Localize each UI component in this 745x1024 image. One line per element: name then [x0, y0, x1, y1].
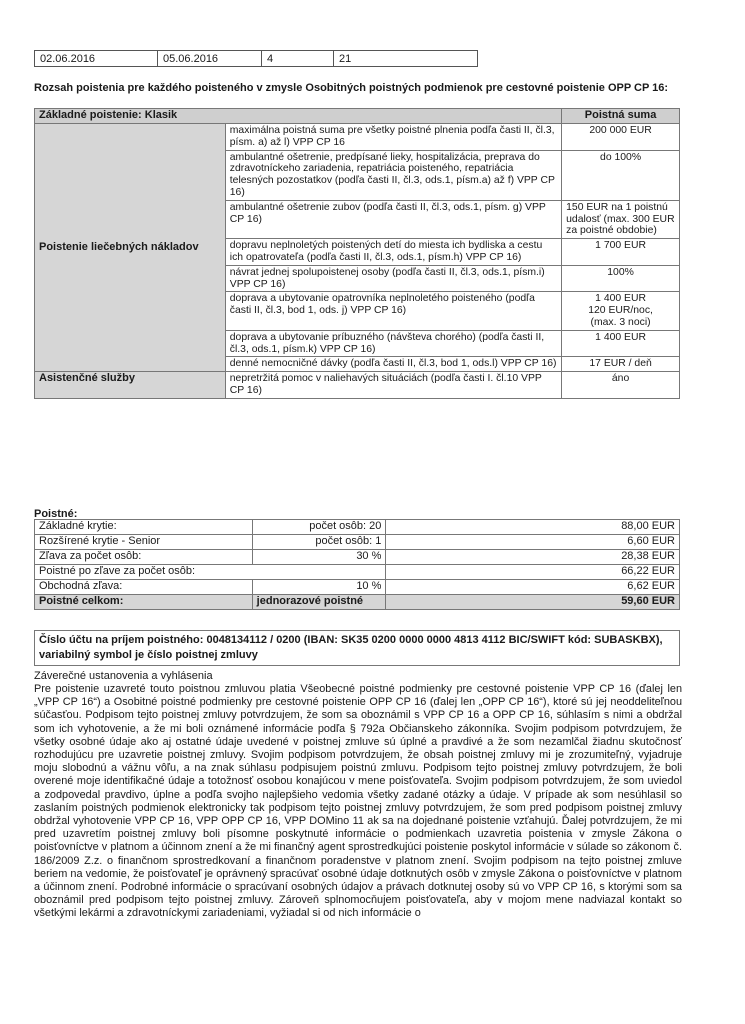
coverage-header-row	[35, 109, 680, 124]
coverage-value: 1 400 EUR 120 EUR/noc, (max. 3 noci)	[562, 292, 680, 330]
coverage-value: áno	[562, 372, 680, 399]
table-row	[35, 124, 680, 151]
final-provisions-text: Pre poistenie uzavreté touto poistnou zmluvou platia Všeobecné poistné podmienky pre cestovné poistenie VPP CP 16 (ďalej len „VPP CP 16“) a Osobitné poistné podmienky pre cestovné poistenie OPP CP 16 (ďalej len „OPP CP 16“), ktoré sú jej neoddeliteľnou súčasťou. Podpisom tejto poistnej zmluvy potvrdzujem, že som sa oboznámil s VPP CP 16 a OPP CP 16, súhlasím s nimi a obdržal som ich vyhotovenie, a že mi boli oznámené informácie podľa § 792a Občianskeho zákonníka. Svojim podpisom potvrdzujem, že všetky osobné údaje ako aj ostatné údaje uvedené v poistnej zmluve sú úplné a pravdivé a že som nezamlčal žiadnu skutočnosť rozhodujúcu pre uzavretie poistnej zmluvy. Svojim podpisom potvrdzujem, že obsah poistnej zmluvy mi je zrozumiteľný, vyjadruje moju slobodnú a vážnu vôľu, a na znak súhlasu podpisujem poistnú zmluvu. Podpisom tejto poistnej zmluvy potvrdzujem, že boli overené moje identifikačné údaje a totožnosť osobou konajúcou v mene poisťovateľa. Svojim podpisom potvrdzujem, že som uviedol a zodpovedal pravdivo, úplne a podľa svojho najlepšieho vedomia všetky zadané otázky a údaje. V prípade ak som nesúhlasil so zaslaním poistných podmienok elektronicky tak podpisom tejto poistnej zmluvy potvrdzujem, že som pred podpisom poistnej zmluvy obdržal vyhotovenie VPP CP 16, VPP OPP CP 16, VPP DOMino 11 ak sa na dojednané poistenie vzťahujú. Ďalej potvrdzujem, že mi pred uzavretím poistnej zmluvy boli písomne poskytnuté informácie o podmienkach uzavretia poistenia v zmysle Zákona o poisťovníctve v platnom a účinnom znení a že mi finančný agent sprostredkujúci poistenie poskytol informácie v súlade so zákonom č. 186/2009 Z.z. o finančnom sprostredkovaní a finančnom poradenstve v platnom znení. Svojim podpisom na tejto poistnej zmluve beriem na vedomie, že poisťovateľ je oprávnený spracúvať osobné údaje dotknutých osôb v zmysle Zákona o poisťovníctve v platnom a účinnom znení. Podrobné informácie o spracúvaní osobných údajov a právach dotknutej osoby sú vo VPP CP 16, s ktorými som sa oboznámil pred podpisom tejto poistnej zmluvy. Zároveň splnomocňujem poisťovateľa, aby v mojom mene nadviazal kontakt so všetkými lekármi a zdravotníckymi zariadeniami, vyžiadal si od nich informácie o	[34, 683, 682, 920]
premium-total-label: Poistné celkom:	[35, 595, 253, 610]
table-row	[35, 565, 680, 580]
coverage-desc: ambulantné ošetrenie, predpísané lieky, hospitalizácia, preprava do zdravotníckeho zariadenia, repatriácia poisteného, repatriácia telesných pozostatkov (podľa časti II, čl.3, ods.1, písm.a) až f) VPP CP 16)	[225, 150, 561, 200]
premium-label: Rozšírené krytie - Senior	[35, 535, 253, 550]
header-date-start: 02.06.2016	[34, 50, 158, 67]
premium-detail: počet osôb: 1	[252, 535, 386, 550]
header-number-1: 4	[261, 50, 334, 67]
coverage-group-assistance: Asistenčné služby	[35, 372, 226, 399]
premium-amount: 6,62 EUR	[386, 580, 680, 595]
final-provisions-title: Záverečné ustanovenia a vyhlásenia	[34, 670, 213, 682]
coverage-desc: ambulantné ošetrenie zubov (podľa časti II, čl.3, ods.1, písm. g) VPP CP 16)	[225, 200, 561, 238]
premium-amount: 28,38 EUR	[386, 550, 680, 565]
coverage-value: 17 EUR / deň	[562, 357, 680, 372]
premium-title: Poistné:	[34, 508, 78, 520]
table-row	[35, 520, 680, 535]
premium-label: Obchodná zľava:	[35, 580, 253, 595]
coverage-header-basic: Základné poistenie: Klasik	[35, 109, 562, 124]
table-row	[35, 550, 680, 565]
table-row	[35, 580, 680, 595]
premium-detail: 30 %	[252, 550, 386, 565]
coverage-value: 150 EUR na 1 poistnú udalosť (max. 300 EUR za poistné obdobie)	[562, 200, 680, 238]
premium-total-amount: 59,60 EUR	[386, 595, 680, 610]
premium-detail: 10 %	[252, 580, 386, 595]
coverage-table	[34, 108, 680, 399]
header-number-2: 21	[333, 50, 478, 67]
coverage-desc: denné nemocničné dávky (podľa časti II, čl.3, bod 1, ods.l) VPP CP 16)	[225, 357, 561, 372]
coverage-value: 1 400 EUR	[562, 330, 680, 357]
coverage-desc: doprava a ubytovanie opatrovníka neplnoletého poisteného (podľa časti II, čl.3, bod 1, ods. j) VPP CP 16)	[225, 292, 561, 330]
coverage-header-sum: Poistná suma	[562, 109, 680, 124]
premium-label: Základné krytie:	[35, 520, 253, 535]
premium-amount: 6,60 EUR	[386, 535, 680, 550]
coverage-value: 1 700 EUR	[562, 239, 680, 266]
premium-label: Poistné po zľave za počet osôb:	[35, 565, 386, 580]
coverage-desc: nepretržitá pomoc v naliehavých situáciách (podľa časti I. čl.10 VPP CP 16)	[225, 372, 561, 399]
coverage-desc: maximálna poistná suma pre všetky poistné plnenia podľa časti II, čl.3, písm. a) až l) VPP CP 16	[225, 124, 561, 151]
premium-total-row	[35, 595, 680, 610]
coverage-desc: návrat jednej spolupoistenej osoby (podľa časti II, čl.3, ods.1, písm.i) VPP CP 16)	[225, 265, 561, 292]
account-info: Číslo účtu na príjem poistného: 0048134112 / 0200 (IBAN: SK35 0200 0000 0000 4813 4112 BIC/SWIFT kód: SUBASKBX), variabilný symbol je číslo poistnej zmluvy	[34, 630, 680, 666]
coverage-desc: doprava a ubytovanie príbuzného (návšteva chorého) (podľa časti II, čl.3, ods.1, písm.k) VPP CP 16)	[225, 330, 561, 357]
premium-amount: 66,22 EUR	[386, 565, 680, 580]
coverage-value: do 100%	[562, 150, 680, 200]
table-row	[35, 372, 680, 399]
table-row	[35, 535, 680, 550]
coverage-desc: dopravu neplnoletých poistených detí do miesta ich bydliska a cestu ich opatrovateľa (podľa časti II, čl.3, ods.1, písm.h) VPP CP 16)	[225, 239, 561, 266]
section-title: Rozsah poistenia pre každého poisteného v zmysle Osobitných poistných podmienok pre cestovné poistenie OPP CP 16:	[34, 82, 669, 94]
premium-total-type: jednorazové poistné	[252, 595, 386, 610]
coverage-value: 100%	[562, 265, 680, 292]
coverage-group-medical: Poistenie liečebných nákladov	[35, 124, 226, 372]
premium-amount: 88,00 EUR	[386, 520, 680, 535]
header-date-end: 05.06.2016	[157, 50, 262, 67]
premium-label: Zľava za počet osôb:	[35, 550, 253, 565]
header-boxes	[34, 50, 477, 68]
premium-table	[34, 519, 680, 610]
premium-detail: počet osôb: 20	[252, 520, 386, 535]
coverage-value: 200 000 EUR	[562, 124, 680, 151]
